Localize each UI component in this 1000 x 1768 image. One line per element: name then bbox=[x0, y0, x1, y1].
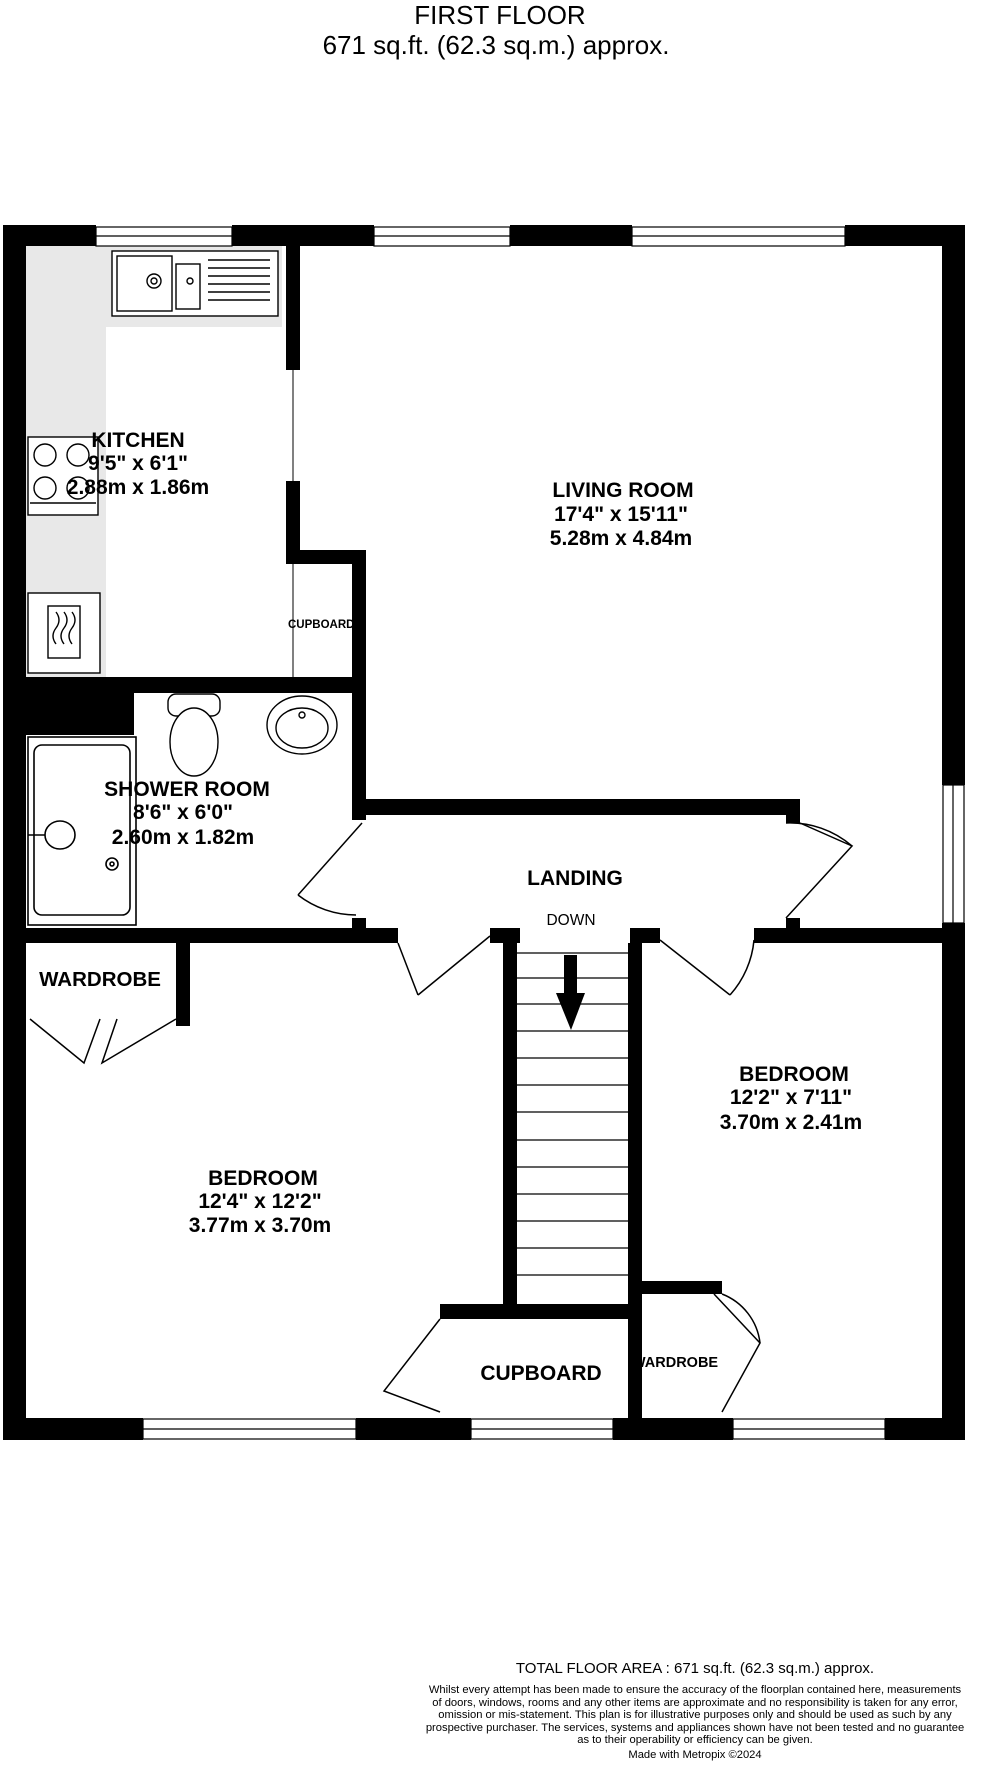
credit: Made with Metropix ©2024 bbox=[628, 1749, 762, 1761]
floor-title: FIRST FLOOR bbox=[414, 0, 586, 30]
shower-room-metric: 2.60m x 1.82m bbox=[111, 826, 255, 849]
disclaimer-line: omission or mis-statement. This plan is for illustrative purposes only and should be used as such by any bbox=[438, 1709, 952, 1722]
living-room-label bbox=[550, 479, 694, 550]
disclaimer-line: of doors, windows, rooms and any other items are approximate and no responsibility is taken for any error, bbox=[432, 1696, 958, 1709]
bedroom-right-label bbox=[720, 1063, 862, 1134]
floor-area: 671 sq.ft. (62.3 sq.m.) approx. bbox=[322, 30, 670, 60]
basin bbox=[267, 696, 337, 754]
stairs-down-arrow-icon bbox=[556, 955, 585, 1030]
wardrobe-right-label: WARDROBE bbox=[631, 1355, 719, 1371]
bedroom-left-imperial: 12'4" x 12'2" bbox=[198, 1190, 322, 1213]
bedroom-left-name: BEDROOM bbox=[208, 1167, 318, 1190]
bedroom-right-metric: 3.70m x 2.41m bbox=[719, 1111, 863, 1134]
bedroom-right-name: BEDROOM bbox=[739, 1063, 849, 1086]
kitchen-metric: 2.88m x 1.86m bbox=[66, 476, 210, 499]
living-room-imperial: 17'4" x 15'11" bbox=[554, 503, 688, 526]
total-floor-area: TOTAL FLOOR AREA : 671 sq.ft. (62.3 sq.m.) approx. bbox=[515, 1660, 875, 1677]
disclaimer-line: Whilst every attempt has been made to ensure the accuracy of the floorplan contained here, measurements bbox=[428, 1684, 962, 1696]
bedroom-right-imperial: 12'2" x 7'11" bbox=[729, 1086, 853, 1109]
disclaimer-line: prospective purchaser. The services, systems and appliances shown have not been tested and no guarantee bbox=[425, 1721, 965, 1734]
wardrobe-left-label: WARDROBE bbox=[39, 968, 161, 991]
disclaimer-line: as to their operability or efficiency can be given. bbox=[577, 1734, 813, 1747]
toilet bbox=[168, 694, 220, 776]
shower-room-imperial: 8'6" x 6'0" bbox=[133, 801, 233, 824]
bedroom-left-label bbox=[189, 1167, 331, 1237]
kitchen-name: KITCHEN bbox=[91, 429, 185, 452]
bedroom-left-metric: 3.77m x 3.70m bbox=[188, 1214, 332, 1237]
disclaimer bbox=[395, 1684, 995, 1747]
stairs-down-label: DOWN bbox=[546, 912, 596, 929]
cupboard-kitchen-label: CUPBOARD bbox=[288, 619, 355, 631]
cupboard-bottom-label: CUPBOARD bbox=[480, 1362, 602, 1385]
living-room-metric: 5.28m x 4.84m bbox=[549, 527, 693, 550]
shower-room-name: SHOWER ROOM bbox=[104, 778, 270, 801]
kitchen-imperial: 9'5" x 6'1" bbox=[88, 452, 188, 475]
appliance bbox=[28, 593, 100, 673]
living-room-name: LIVING ROOM bbox=[552, 479, 694, 502]
kitchen-sink bbox=[112, 251, 278, 316]
landing-label: LANDING bbox=[527, 867, 623, 890]
